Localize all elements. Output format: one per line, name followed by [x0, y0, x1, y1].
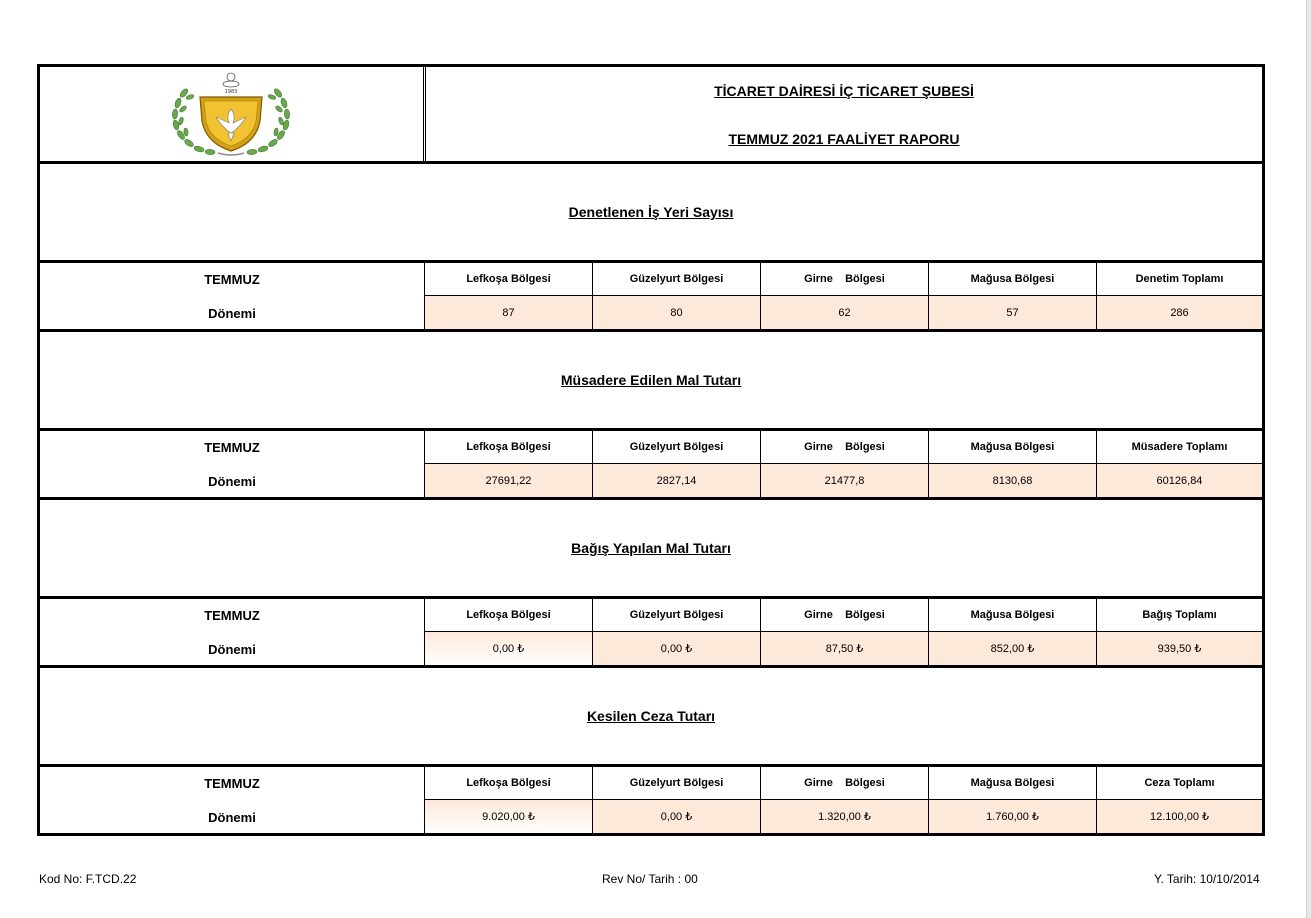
- section-title-text: Bağış Yapılan Mal Tutarı: [571, 540, 731, 556]
- region-column: [929, 599, 1097, 665]
- total-column: [1097, 767, 1262, 833]
- total-column: [1097, 599, 1262, 665]
- period-label: Dönemi: [208, 306, 256, 321]
- cell-value: 21477,8: [761, 464, 928, 497]
- footer-code: Kod No: F.TCD.22: [39, 872, 137, 886]
- column-header: Mağusa Bölgesi: [929, 263, 1096, 296]
- region-column: [425, 263, 593, 329]
- region-column: [593, 767, 761, 833]
- region-column: [593, 431, 761, 497]
- cell-value: 60126,84: [1097, 464, 1262, 497]
- region-column: [593, 599, 761, 665]
- column-header: Lefkoşa Bölgesi: [425, 599, 592, 632]
- footer-date: Y. Tarih: 10/10/2014: [1154, 872, 1260, 886]
- column-header: Lefkoşa Bölgesi: [425, 431, 592, 464]
- region-column: [761, 599, 929, 665]
- cell-value: 0,00 ₺: [425, 632, 592, 665]
- column-header: Mağusa Bölgesi: [929, 767, 1096, 800]
- section-grid: [40, 599, 1262, 665]
- svg-text:1983: 1983: [224, 89, 238, 95]
- cell-value: 939,50 ₺: [1097, 632, 1262, 665]
- section-grid: [40, 767, 1262, 833]
- column-header: Güzelyurt Bölgesi: [593, 767, 760, 800]
- column-header: Girne Bölgesi: [761, 263, 928, 296]
- total-column: [1097, 263, 1262, 329]
- cell-value: 0,00 ₺: [593, 800, 760, 833]
- region-column: [593, 263, 761, 329]
- total-column: [1097, 431, 1262, 497]
- region-column: [761, 431, 929, 497]
- region-column: [425, 599, 593, 665]
- section-title-text: Kesilen Ceza Tutarı: [586, 708, 716, 724]
- cell-value: 2827,14: [593, 464, 760, 497]
- period-month: TEMMUZ: [204, 440, 260, 455]
- section-fines: [40, 668, 1262, 833]
- report-subtitle: TEMMUZ 2021 FAALİYET RAPORU: [728, 131, 960, 147]
- period-label: Dönemi: [208, 474, 256, 489]
- page-edge: [1306, 0, 1311, 918]
- section-title: [40, 332, 1262, 431]
- period-cell: [40, 431, 425, 497]
- section-donations: [40, 500, 1262, 668]
- period-cell: [40, 599, 425, 665]
- region-column: [929, 263, 1097, 329]
- region-column: [425, 767, 593, 833]
- cell-value: 27691,22: [425, 464, 592, 497]
- section-title: [40, 500, 1262, 599]
- column-header: Denetim Toplamı: [1097, 263, 1262, 296]
- column-header: Girne Bölgesi: [761, 767, 928, 800]
- column-header: Güzelyurt Bölgesi: [593, 263, 760, 296]
- column-header: Lefkoşa Bölgesi: [425, 767, 592, 800]
- column-header: Mağusa Bölgesi: [929, 599, 1096, 632]
- header-text: [426, 67, 1262, 161]
- report-department-title: TİCARET DAİRESİ İÇ TİCARET ŞUBESİ: [714, 83, 974, 99]
- section-title-text: Denetlenen İş Yeri Sayısı: [568, 204, 734, 220]
- region-column: [761, 767, 929, 833]
- cell-value: 87,50 ₺: [761, 632, 928, 665]
- period-month: TEMMUZ: [204, 272, 260, 287]
- section-confiscations: [40, 332, 1262, 500]
- section-title-text: Müsadere Edilen Mal Tutarı: [560, 372, 742, 388]
- cell-value: 0,00 ₺: [593, 632, 760, 665]
- cell-value: 62: [761, 296, 928, 329]
- column-header: Ceza Toplamı: [1097, 767, 1262, 800]
- cell-value: 9.020,00 ₺: [425, 800, 592, 833]
- region-column: [761, 263, 929, 329]
- section-grid: [40, 431, 1262, 497]
- section-grid: [40, 263, 1262, 329]
- cell-value: 87: [425, 296, 592, 329]
- column-header: Mağusa Bölgesi: [929, 431, 1096, 464]
- column-header: Güzelyurt Bölgesi: [593, 431, 760, 464]
- period-month: TEMMUZ: [204, 776, 260, 791]
- report-sheet: [37, 64, 1265, 836]
- cell-value: 852,00 ₺: [929, 632, 1096, 665]
- cell-value: 1.320,00 ₺: [761, 800, 928, 833]
- region-column: [929, 431, 1097, 497]
- period-cell: [40, 767, 425, 833]
- period-cell: [40, 263, 425, 329]
- report-header: [40, 67, 1262, 164]
- cell-value: 286: [1097, 296, 1262, 329]
- cell-value: 12.100,00 ₺: [1097, 800, 1262, 833]
- column-header: Müsadere Toplamı: [1097, 431, 1262, 464]
- period-label: Dönemi: [208, 810, 256, 825]
- column-header: Girne Bölgesi: [761, 431, 928, 464]
- section-title: [40, 668, 1262, 767]
- period-label: Dönemi: [208, 642, 256, 657]
- cell-value: 80: [593, 296, 760, 329]
- logo-cell: [40, 67, 426, 161]
- section-inspections: [40, 164, 1262, 332]
- column-header: Girne Bölgesi: [761, 599, 928, 632]
- footer-revision: Rev No/ Tarih : 00: [602, 872, 698, 886]
- region-column: [425, 431, 593, 497]
- column-header: Güzelyurt Bölgesi: [593, 599, 760, 632]
- column-header: Bağış Toplamı: [1097, 599, 1262, 632]
- column-header: Lefkoşa Bölgesi: [425, 263, 592, 296]
- cell-value: 57: [929, 296, 1096, 329]
- section-title: [40, 164, 1262, 263]
- period-month: TEMMUZ: [204, 608, 260, 623]
- region-column: [929, 767, 1097, 833]
- kktc-emblem-icon: [168, 71, 294, 157]
- cell-value: 1.760,00 ₺: [929, 800, 1096, 833]
- cell-value: 8130,68: [929, 464, 1096, 497]
